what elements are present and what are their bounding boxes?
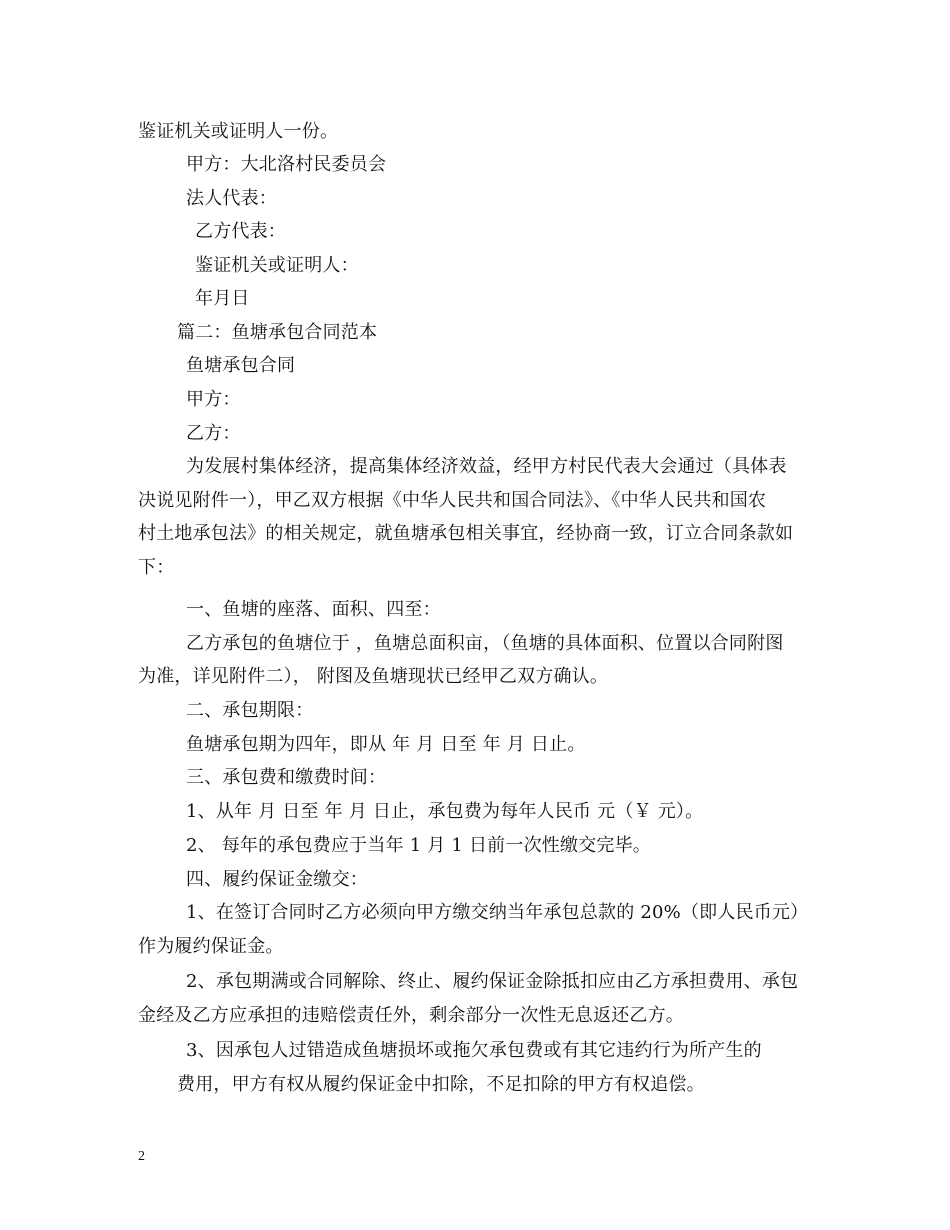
text-line: 甲方： <box>186 389 241 410</box>
paragraph-line: 费用，甲方有权从履约保证金中扣除，不足扣除的甲方有权追偿。 <box>177 1074 705 1095</box>
paragraph-line: 乙方承包的鱼塘位于 ，鱼塘总面积亩，（鱼塘的具体面积、位置以合同附图 <box>186 633 784 654</box>
paragraph-line: 决说见附件一），甲乙双方根据《中华人民共和国合同法》、《中华人民共和国农 <box>138 490 767 511</box>
text-line: 鉴证机关或证明人： <box>195 255 359 276</box>
paragraph-line: 3、因承包人过错造成鱼塘损坏或拖欠承包费或有其它违约行为所产生的 <box>186 1040 762 1061</box>
paragraph-line: 鱼塘承包期为四年，即从 年 月 日至 年 月 日止。 <box>186 734 586 755</box>
text-line: 甲方：大北洛村民委员会 <box>186 154 387 175</box>
section-heading: 篇二：鱼塘承包合同范本 <box>177 322 378 343</box>
text-line: 鉴证机关或证明人一份。 <box>138 121 339 142</box>
paragraph-line: 为发展村集体经济，提高集体经济效益，经甲方村民代表大会通过（具体表 <box>186 456 787 477</box>
section-heading: 二、承包期限： <box>186 700 314 721</box>
paragraph-line: 为准，详见附件二）， 附图及鱼塘现状已经甲乙双方确认。 <box>138 666 609 687</box>
text-line: 年月日 <box>195 288 250 309</box>
paragraph-line: 2、承包期满或合同解除、终止、履约保证金除抵扣应由乙方承担费用、承包 <box>186 971 799 992</box>
paragraph-line: 1、从年 月 日至 年 月 日止，承包费为每年人民币 元（￥ 元）。 <box>186 801 704 822</box>
paragraph-line: 2、 每年的承包费应于当年 1 月 1 日前一次性缴交完毕。 <box>186 835 651 856</box>
document-title: 鱼塘承包合同 <box>186 355 296 376</box>
section-heading: 四、履约保证金缴交： <box>186 869 368 890</box>
text-line: 乙方： <box>186 423 241 444</box>
page-number: 2 <box>138 1149 145 1164</box>
paragraph-line: 1、在签订合同时乙方必须向甲方缴交纳当年承包总款的 20%（即人民币元） <box>186 902 809 923</box>
text-line: 乙方代表： <box>195 221 286 242</box>
paragraph-line: 村土地承包法》的相关规定，就鱼塘承包相关事宜，经协商一致，订立合同条款如 <box>138 523 794 544</box>
section-heading: 一、鱼塘的座落、面积、四至： <box>186 599 441 620</box>
section-heading: 三、承包费和缴费时间： <box>186 767 387 788</box>
paragraph-line: 作为履约保证金。 <box>138 936 284 957</box>
paragraph-line: 金经及乙方应承担的违赔偿责任外，剩余部分一次性无息返还乙方。 <box>138 1005 684 1026</box>
paragraph-line: 下： <box>138 557 175 578</box>
text-line: 法人代表： <box>186 188 277 209</box>
